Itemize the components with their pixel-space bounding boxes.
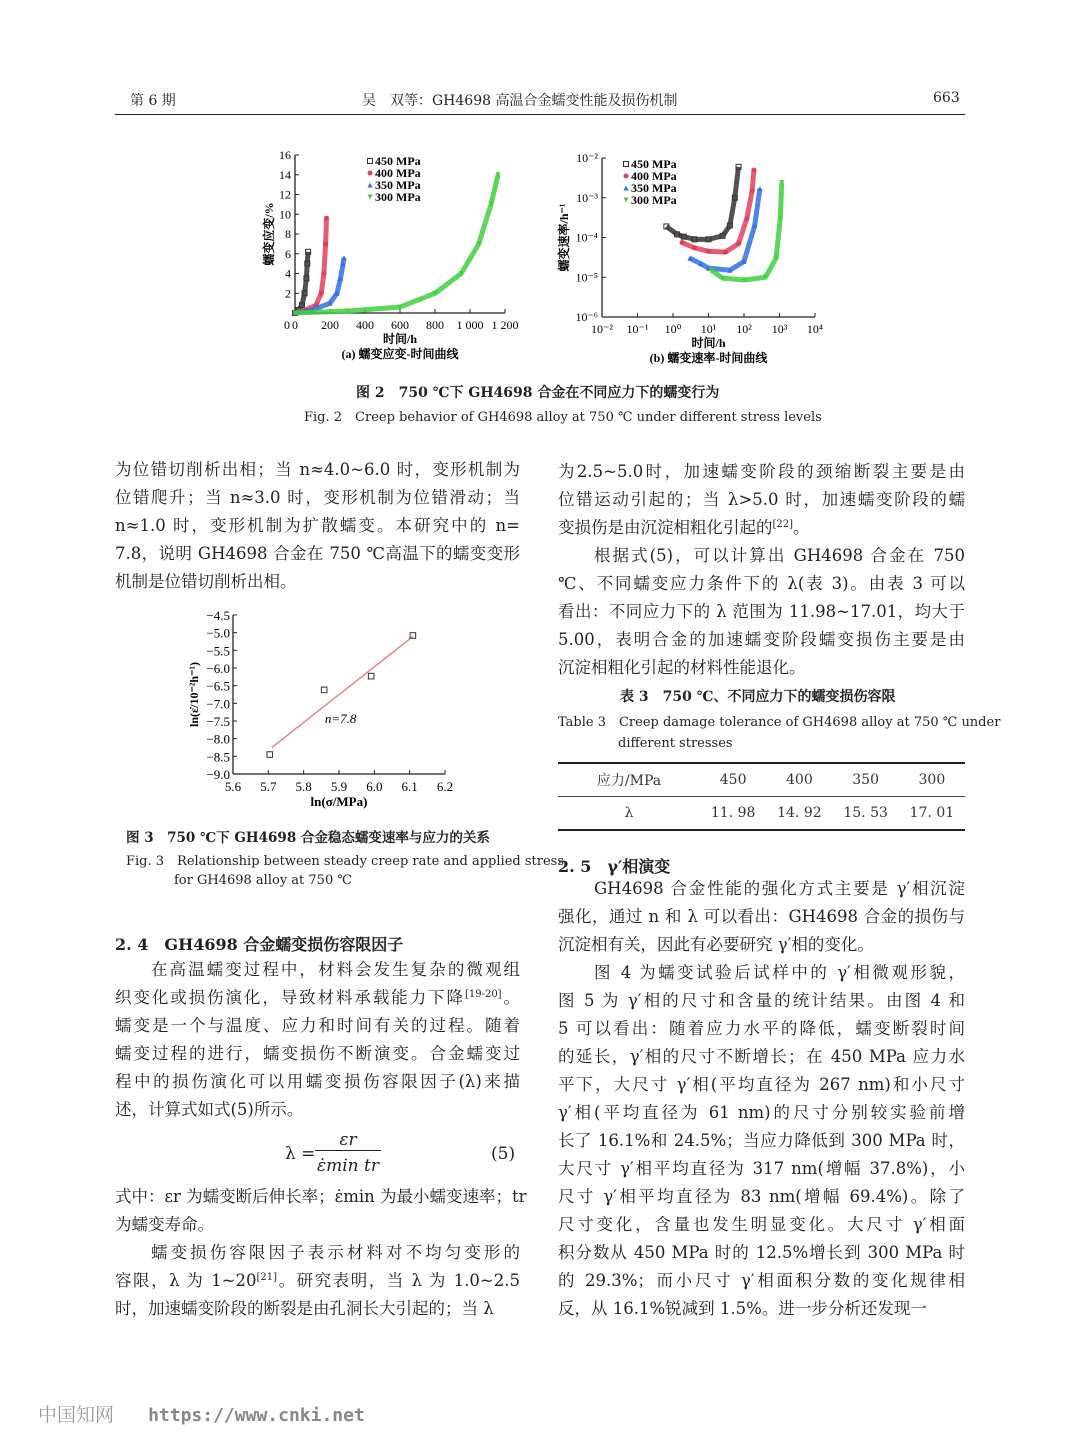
table-cell: 11. 98 bbox=[710, 805, 756, 821]
text-line bbox=[558, 486, 965, 514]
y-tick-label: −5.5 bbox=[206, 643, 230, 659]
legend-label: 450 MPa bbox=[631, 157, 677, 171]
text-line: 反，从 16.1%锐减到 1.5%。进一步分析还发现一 bbox=[558, 1299, 927, 1318]
text-span: 容限，λ 为 1~20 bbox=[115, 1271, 257, 1290]
header-cell: 350 bbox=[833, 763, 899, 797]
x-tick-label: 6.1 bbox=[401, 779, 418, 794]
y-axis-label: 蠕变速率/h⁻¹ bbox=[557, 203, 571, 272]
table-header-row bbox=[558, 763, 965, 797]
x-tick-label: 5.7 bbox=[260, 779, 277, 794]
cnki-logo: 中国知网 bbox=[38, 1404, 115, 1426]
data-point bbox=[368, 673, 374, 679]
text-line: γ′相(平均直径为 61 nm)的尺寸分别较实验前增 bbox=[558, 1103, 965, 1122]
text-line: 强化，通过 n 和 λ 可以看出：GH4698 合金的损伤与 bbox=[558, 907, 965, 926]
chart-creep-strain bbox=[240, 140, 540, 370]
y-tick-label: 10 bbox=[279, 207, 291, 222]
text-line: 式中：εr 为蠕变断后伸长率；ε̇min 为最小蠕变速率；tr bbox=[115, 1187, 527, 1206]
fig2-caption-cn: 图 2 750 ℃下 GH4698 合金在不同应力下的蠕变行为 bbox=[356, 385, 720, 401]
y-tick-label: −8.0 bbox=[206, 731, 230, 747]
text-span: 在高温蠕变过程中，材料会发生复杂的微观组 bbox=[151, 960, 520, 979]
x-tick-label: 6.0 bbox=[366, 779, 383, 794]
data-point bbox=[624, 186, 629, 191]
issue-number: 第 6 期 bbox=[130, 93, 176, 109]
y-tick-label: 12 bbox=[279, 187, 291, 202]
header-cell: 应力/MPa bbox=[558, 763, 700, 797]
y-tick-label: −4.5 bbox=[206, 608, 230, 623]
data-point bbox=[706, 249, 711, 254]
chart-title: (a) 蠕变应变-时间曲线 bbox=[341, 347, 459, 361]
running-title: 吴 双等：GH4698 高温合金蠕变性能及损伤机制 bbox=[362, 93, 678, 109]
legend-label: 400 MPa bbox=[375, 166, 421, 180]
series-line-300-MPa bbox=[711, 183, 781, 280]
text-line bbox=[558, 514, 965, 542]
x-tick-label: 1 200 bbox=[491, 318, 519, 332]
text-line bbox=[115, 1096, 520, 1124]
x-tick-label: 10⁰ bbox=[664, 322, 682, 336]
data-point bbox=[750, 188, 755, 193]
text-line bbox=[558, 458, 965, 486]
y-tick-label: −5.0 bbox=[206, 625, 230, 641]
row-label: λ bbox=[624, 805, 634, 821]
text-line: 位错爬升；当 n≈3.0 时，变形机制为位错滑动；当 bbox=[115, 488, 520, 507]
data-point bbox=[624, 198, 629, 203]
section-2-4-heading: 2. 4 GH4698 合金蠕变损伤容限因子 bbox=[115, 935, 404, 954]
data-point bbox=[368, 159, 373, 164]
header-rule bbox=[115, 114, 965, 115]
text-line: 尺寸 γ′相平均直径为 83 nm(增幅 69.4%)。除了 bbox=[558, 1187, 965, 1206]
x-tick-label: 5.9 bbox=[330, 779, 348, 794]
legend-label: 300 MPa bbox=[375, 190, 421, 204]
x-tick-label: 0 bbox=[292, 318, 298, 332]
text-span: 蠕变损伤容限因子表示材料对不均匀变形的 bbox=[151, 1243, 520, 1262]
header-cell: 300 bbox=[899, 763, 965, 797]
text-line bbox=[115, 984, 520, 1012]
data-point bbox=[324, 216, 329, 221]
text-line: 平下，大尺寸 γ′相(平均直径为 267 nm)和小尺寸 bbox=[558, 1075, 965, 1094]
text-span: 时，加速蠕变阶段的断裂是由孔洞长大引起的；当 λ bbox=[115, 1299, 494, 1318]
text-span: 蠕变过程的进行，蠕变损伤不断演变。合金蠕变过 bbox=[115, 1044, 520, 1063]
text-line: 7.8，说明 GH4698 合金在 750 ℃高温下的蠕变变形 bbox=[115, 544, 520, 563]
equation-lhs: λ = bbox=[285, 1144, 316, 1164]
text-line: 尺寸变化，含量也发生明显变化。大尺寸 γ′相面 bbox=[558, 1215, 965, 1234]
data-point bbox=[723, 250, 728, 255]
x-tick-label: 1 000 bbox=[456, 318, 484, 332]
equation-numerator: εr bbox=[315, 1130, 381, 1151]
table-cell: 14. 92 bbox=[777, 805, 822, 821]
y-tick-label: −8.5 bbox=[206, 749, 230, 765]
text-line: 5 可以看出：随着应力水平的降低，蠕变断裂时间 bbox=[558, 1019, 965, 1038]
text-line bbox=[151, 1239, 520, 1267]
y-tick-label: 10⁻⁵ bbox=[575, 270, 598, 285]
citation: [22] bbox=[772, 519, 794, 530]
data-point bbox=[267, 752, 273, 758]
data-point bbox=[368, 183, 373, 188]
text-line: 看出：不同应力下的 λ 范围为 11.98~17.01，均大于 bbox=[558, 602, 965, 621]
legend-label: 350 MPa bbox=[631, 181, 677, 195]
x-tick-label: 10⁻² bbox=[591, 322, 613, 336]
text-line: 机制是位错切削析出相。 bbox=[115, 572, 297, 591]
x-axis-label: 时间/h bbox=[382, 332, 418, 346]
data-point bbox=[751, 167, 756, 172]
data-point bbox=[319, 291, 324, 296]
y-tick-label: −6.0 bbox=[206, 661, 230, 676]
y-tick-label: −6.5 bbox=[206, 678, 230, 694]
y-tick-label: 10⁻³ bbox=[576, 190, 598, 205]
x-axis-label: ln(σ/MPa) bbox=[310, 794, 368, 809]
text-span: 为2.5~5.0时，加速蠕变阶段的颈缩断裂主要是由 bbox=[558, 462, 965, 481]
data-point bbox=[368, 171, 373, 176]
data-point bbox=[321, 271, 326, 276]
text-line: GH4698 合金性能的强化方式主要是 γ′相沉淀 bbox=[594, 879, 965, 898]
text-span: 述，计算式如式(5)所示。 bbox=[115, 1100, 304, 1119]
y-tick-label: 8 bbox=[285, 227, 291, 241]
x-tick-label: 10² bbox=[736, 322, 752, 336]
data-point bbox=[744, 216, 749, 221]
table3-title-cn: 表 3 750 ℃、不同应力下的蠕变损伤容限 bbox=[620, 689, 896, 705]
page-number: 663 bbox=[933, 90, 960, 106]
footer-watermark bbox=[38, 1400, 393, 1427]
text-span: 。研究表明，当 λ 为 1.0~2.5 bbox=[277, 1271, 520, 1290]
x-tick-label: 6.2 bbox=[436, 779, 454, 794]
chart-title: (b) 蠕变速率-时间曲线 bbox=[649, 351, 768, 365]
text-line bbox=[115, 1295, 520, 1323]
data-point bbox=[624, 174, 629, 179]
text-line: n≈1.0 时，变形机制为扩散蠕变。本研究中的 n= bbox=[115, 516, 520, 535]
x-tick-label: 10³ bbox=[771, 322, 788, 336]
text-line: 沉淀相粗化引起的材料性能退化。 bbox=[558, 658, 806, 677]
data-point bbox=[368, 195, 373, 200]
text-span: 蠕变是一个与温度、应力和时间有关的过程。随着 bbox=[115, 1016, 520, 1035]
x-tick-label: 800 bbox=[426, 318, 444, 332]
y-tick-label: 14 bbox=[279, 167, 291, 182]
chart-creep-rate bbox=[540, 140, 840, 370]
text-line: 为位错切削析出相；当 n≈4.0~6.0 时，变形机制为 bbox=[115, 460, 520, 479]
y-tick-label: 4 bbox=[285, 266, 291, 281]
fig3-caption-en-cont: for GH4698 alloy at 750 ℃ bbox=[174, 873, 352, 888]
text-line: 图 5 为 γ′相的尺寸和含量的统计结果。由图 4 和 bbox=[558, 991, 965, 1010]
x-tick-label: 5.6 bbox=[224, 779, 242, 794]
y-tick-label: −7.0 bbox=[206, 696, 230, 712]
text-span: 程中的损伤演化可以用蠕变损伤容限因子(λ)来描 bbox=[115, 1072, 520, 1091]
table-cell: 17. 01 bbox=[909, 805, 955, 821]
data-point bbox=[692, 245, 697, 250]
cnki-url: https://www.cnki.net bbox=[148, 1405, 365, 1426]
header-cell: 400 bbox=[766, 763, 832, 797]
text-span: 织变化或损伤演化，导致材料承载能力下降 bbox=[115, 988, 465, 1007]
text-line: 长了 16.1%和 24.5%；当应力降低到 300 MPa 时， bbox=[558, 1131, 965, 1150]
fig2-caption-en: Fig. 2 Creep behavior of GH4698 alloy at 750 ℃ under different stress levels bbox=[304, 410, 822, 425]
chart-stress-rate bbox=[180, 600, 480, 820]
text-line: 根据式(5)，可以计算出 GH4698 合金在 750 bbox=[594, 546, 965, 565]
table3-title-en: Table 3 Creep damage tolerance of GH4698 alloy at 750 ℃ under bbox=[558, 715, 1001, 730]
table-3 bbox=[558, 762, 965, 831]
text-line: 的 29.3%；而小尺寸 γ′相面积分数的变化规律相 bbox=[558, 1271, 965, 1290]
text-span: 位错运动引起的；当 λ>5.0 时，加速蠕变阶段的蠕 bbox=[558, 490, 965, 509]
legend-label: 450 MPa bbox=[375, 154, 421, 168]
y-tick-label: 10⁻⁴ bbox=[575, 230, 598, 245]
x-tick-label: 10⁴ bbox=[806, 322, 824, 336]
y-tick-label: 6 bbox=[285, 246, 291, 261]
table3-title-en-cont: different stresses bbox=[618, 736, 733, 751]
table-cell: 15. 53 bbox=[843, 805, 888, 821]
text-line: ℃、不同蠕变应力条件下的 λ(表 3)。由表 3 可以 bbox=[558, 574, 965, 593]
text-line: 大尺寸 γ′相平均直径为 317 nm(增幅 37.8%)，小 bbox=[558, 1159, 965, 1178]
x-tick-label: 400 bbox=[356, 318, 374, 332]
text-line: 图 4 为蠕变试验后试样中的 γ′相微观形貌， bbox=[594, 963, 965, 982]
table-row bbox=[558, 797, 965, 831]
header-cell: 450 bbox=[700, 763, 766, 797]
x-tick-label: 5.8 bbox=[295, 779, 312, 794]
data-point bbox=[323, 241, 328, 246]
citation: [19-20] bbox=[464, 989, 502, 1000]
text-line: 沉淀相有关，因此有必要研究 γ′相的变化。 bbox=[558, 935, 874, 954]
y-axis-label: ln(ε̇/10⁻²h⁻¹) bbox=[187, 662, 201, 727]
fit-line bbox=[272, 636, 413, 747]
text-line: 的延长，γ′相的尺寸不断增长；在 450 MPa 应力水 bbox=[558, 1047, 965, 1066]
fig3-caption-cn: 图 3 750 ℃下 GH4698 合金稳态蠕变速率与应力的关系 bbox=[126, 830, 490, 846]
legend-label: 350 MPa bbox=[375, 178, 421, 192]
y-tick-label: 2 bbox=[285, 286, 291, 301]
fit-annotation: n=7.8 bbox=[324, 710, 357, 726]
data-point bbox=[680, 240, 685, 245]
y-axis-label: 蠕变应变/% bbox=[262, 202, 276, 266]
citation: [21] bbox=[256, 1272, 278, 1283]
legend-label: 400 MPa bbox=[631, 169, 677, 183]
equation-denominator: ε̇min tr bbox=[317, 1156, 379, 1176]
x-axis-label: 时间/h bbox=[691, 336, 726, 350]
text-line: 为蠕变寿命。 bbox=[115, 1215, 214, 1234]
text-span: 变损伤是由沉淀相粗化引起的 bbox=[558, 518, 773, 537]
x-tick-label: 10¹ bbox=[700, 322, 717, 336]
text-line bbox=[115, 1040, 520, 1068]
y-tick-label: 10⁻⁶ bbox=[575, 310, 598, 324]
text-line bbox=[115, 1012, 520, 1040]
text-line: 5.00，表明合金的加速蠕变阶段蠕变损伤主要是由 bbox=[558, 630, 965, 649]
x-tick-label: 200 bbox=[321, 318, 339, 332]
section-2-5-heading: 2. 5 γ′相演变 bbox=[558, 857, 671, 876]
text-line bbox=[115, 1267, 520, 1295]
x-tick-label: 600 bbox=[391, 318, 409, 332]
fig3-caption-en: Fig. 3 Relationship between steady creep rate and applied stress bbox=[126, 854, 564, 869]
data-point bbox=[624, 162, 629, 167]
data-point bbox=[736, 241, 741, 246]
y-tick-label: 10⁻² bbox=[576, 151, 598, 165]
legend-label: 300 MPa bbox=[631, 193, 677, 207]
text-line bbox=[151, 956, 520, 984]
x-tick-label-origin: 0 bbox=[284, 318, 290, 332]
series-line-400-MPa bbox=[295, 218, 327, 313]
text-span: 。 bbox=[793, 518, 810, 537]
y-tick-label: 16 bbox=[279, 148, 291, 162]
y-tick-label: −9.0 bbox=[206, 767, 230, 782]
equation-number: (5) bbox=[491, 1144, 516, 1164]
text-line bbox=[115, 1068, 520, 1096]
y-tick-label: −7.5 bbox=[206, 714, 230, 729]
text-span: 。 bbox=[501, 988, 521, 1007]
text-line: 积分数从 450 MPa 时的 12.5%增长到 300 MPa 时 bbox=[558, 1243, 965, 1262]
x-tick-label: 10⁻¹ bbox=[626, 322, 649, 336]
data-point bbox=[321, 687, 327, 693]
